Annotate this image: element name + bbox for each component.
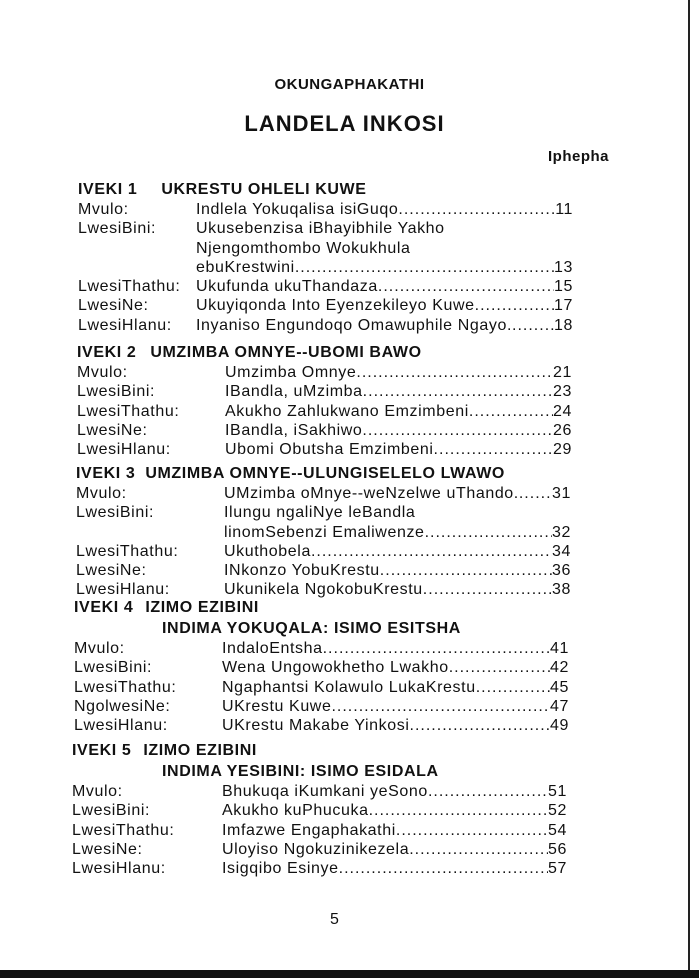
week-label: IVEKI 2 — [77, 344, 137, 361]
toc-entry — [74, 639, 569, 658]
day-label: LwesiBini: — [77, 383, 156, 401]
entry-body — [225, 402, 553, 421]
week-theme: UMZIMBA OMNYE--UBOMI BAWO — [150, 344, 422, 361]
entry-body — [196, 316, 554, 335]
entry-page: 17 — [554, 297, 573, 315]
day-label — [78, 239, 196, 258]
toc-entry — [74, 658, 569, 677]
entry-body — [196, 258, 554, 277]
toc-entry — [77, 363, 572, 382]
day-label: LwesiBini: — [78, 220, 157, 238]
entry-title: Ukuyiqonda Into Eyenzekileyo Kuwe — [196, 297, 475, 315]
toc-entry — [72, 859, 567, 878]
toc-entry — [72, 821, 567, 840]
dot-leader — [396, 821, 548, 840]
entry-body — [222, 639, 550, 658]
day-label — [76, 523, 224, 542]
scan-edge-bottom — [0, 970, 699, 978]
week-label: IVEKI 3 — [76, 465, 136, 482]
day-label: Mvulo: — [78, 201, 129, 218]
day-label: LwesiNe: — [72, 840, 143, 858]
entry-body — [196, 219, 573, 238]
day-label: Mvulo: — [72, 783, 123, 800]
entry-page: 38 — [552, 581, 571, 599]
week-label: IVEKI 4 — [74, 599, 134, 616]
dot-leader — [469, 402, 553, 421]
entry-title: Ukuthobela — [224, 542, 311, 560]
entry-page: 47 — [550, 697, 569, 715]
entry-title: Ukufunda ukuThandaza — [196, 278, 378, 296]
page-title: LANDELA INKOSI — [244, 111, 445, 136]
week-subtheme: INDIMA YOKUQALA: ISIMO ESITSHA — [162, 620, 461, 637]
entry-page: 42 — [550, 659, 569, 677]
entry-page: 34 — [552, 542, 571, 560]
toc-entry — [77, 382, 572, 401]
entry-title: Akukho Zahlukwano Emzimbeni — [225, 402, 469, 420]
entry-body — [196, 239, 573, 258]
entry-body — [224, 542, 552, 561]
entry-body — [196, 277, 554, 296]
entry-page: 13 — [554, 258, 573, 276]
entry-title: Ukunikela NgokobuKrestu — [224, 581, 423, 599]
toc-entry — [76, 561, 571, 580]
section-kicker: OKUNGAPHAKATHI — [274, 76, 425, 93]
entry-page: 57 — [548, 860, 567, 878]
dot-leader — [363, 382, 553, 401]
entry-body — [222, 859, 548, 878]
week-section — [74, 598, 569, 735]
dot-leader — [434, 440, 553, 459]
entry-title: Njengomthombo Wokukhula — [196, 239, 411, 257]
entry-page: 51 — [548, 783, 567, 800]
entry-page: 29 — [553, 441, 572, 459]
entry-body — [196, 296, 554, 315]
week-heading — [74, 598, 569, 618]
entry-body — [222, 782, 548, 801]
toc-entry — [77, 421, 572, 440]
toc-entry — [74, 716, 569, 735]
dot-leader — [331, 697, 550, 716]
entry-title: Inyaniso Engundoqo Omawuphile Ngayo. — [196, 316, 513, 334]
entry-page: 45 — [550, 678, 569, 696]
toc-entry — [78, 258, 573, 277]
week-heading — [78, 180, 573, 200]
entry-page: 24 — [553, 402, 572, 420]
entry-title: Akukho kuPhucuka — [222, 802, 369, 820]
entry-title: IndaloEntsha — [222, 640, 323, 657]
week-label: IVEKI 5 — [72, 742, 132, 759]
entry-title: Ngaphantsi Kolawulo LukaKrestu — [222, 678, 476, 696]
entry-title: ebuKrestwini — [196, 258, 295, 276]
toc-entry — [78, 296, 573, 315]
entry-page: 32 — [552, 523, 571, 541]
entry-body — [222, 716, 550, 735]
dot-leader — [295, 258, 554, 277]
day-label: LwesiBini: — [76, 504, 155, 522]
entry-title: IBandla, iSakhiwo — [225, 421, 363, 439]
toc-entry — [72, 782, 567, 801]
entry-body — [222, 821, 548, 840]
toc-entry — [72, 801, 567, 820]
entry-page: 54 — [548, 821, 567, 839]
day-label: LwesiThathu: — [74, 678, 177, 696]
dot-leader — [475, 296, 554, 315]
day-label: LwesiThathu: — [72, 821, 175, 839]
entry-title: UKrestu Kuwe — [222, 697, 332, 715]
toc-entry — [78, 219, 573, 238]
entry-title: INkonzo YobuKrestu — [224, 562, 380, 580]
week-theme: UKRESTU OHLELI KUWE — [161, 181, 367, 198]
week-theme: UMZIMBA OMNYE--ULUNGISELELO LWAWO — [145, 465, 505, 482]
week-section — [76, 464, 571, 600]
entry-title: Imfazwe Engaphakathi — [222, 821, 396, 839]
entry-body — [224, 484, 552, 503]
entry-title: Wena Ungowokhetho Lwakho — [222, 659, 449, 677]
entry-body — [222, 658, 550, 677]
day-label: LwesiBini: — [74, 659, 153, 677]
week-theme: IZIMO EZIBINI — [145, 599, 259, 616]
day-label: LwesiHlanu: — [74, 717, 168, 735]
toc-entry — [76, 580, 571, 599]
week-section — [78, 180, 573, 335]
entry-body — [222, 697, 550, 716]
day-label: LwesiThathu: — [78, 278, 181, 296]
entry-page: 26 — [553, 421, 572, 439]
entry-body — [225, 363, 553, 382]
toc-entry — [78, 316, 573, 335]
dot-leader — [378, 277, 554, 296]
entry-title: linomSebenzi Emaliwenze — [224, 523, 425, 541]
entry-page: 18 — [554, 316, 573, 334]
toc-entry — [78, 277, 573, 296]
dot-leader — [519, 484, 552, 503]
entry-title: Uloyiso Ngokuzinikezela — [222, 840, 410, 858]
entry-title: Ilungu ngaliNye leBandla — [224, 504, 416, 522]
toc-entry — [74, 697, 569, 716]
entry-title: Isigqibo Esinye — [222, 860, 339, 878]
week-label: IVEKI 1 — [78, 181, 138, 198]
entry-page: 49 — [550, 717, 569, 735]
dot-leader — [449, 658, 550, 677]
entry-title: Umzimba Omnye — [225, 364, 357, 381]
entry-body — [224, 561, 552, 580]
dot-leader — [425, 523, 552, 542]
toc-entry — [76, 503, 571, 522]
day-label: LwesiHlanu: — [78, 316, 172, 334]
entry-title: Bhukuqa iKumkani yeSono — [222, 783, 428, 800]
toc-entry — [72, 840, 567, 859]
dot-leader — [512, 316, 554, 335]
week-heading — [77, 343, 572, 363]
entry-title: Ubomi Obutsha Emzimbeni — [225, 441, 434, 459]
entry-body — [224, 523, 552, 542]
day-label: Mvulo: — [74, 640, 125, 657]
toc-entry — [78, 239, 573, 258]
entry-body — [225, 421, 553, 440]
week-heading — [72, 741, 567, 761]
day-label: LwesiThathu: — [77, 402, 180, 420]
dot-leader — [380, 561, 552, 580]
toc-entry — [76, 542, 571, 561]
day-label: LwesiHlanu: — [77, 441, 171, 459]
toc-entry — [76, 484, 571, 503]
day-label — [78, 258, 196, 277]
entry-body — [222, 840, 548, 859]
day-label: LwesiThathu: — [76, 542, 179, 560]
dot-leader — [311, 542, 552, 561]
entry-title: UMzimba oMnye--weNzelwe uThando. — [224, 485, 519, 502]
page-number: 5 — [330, 911, 339, 928]
week-section — [77, 343, 572, 459]
toc-entry — [78, 200, 573, 219]
entry-title: Ukusebenzisa iBhayibhile Yakho — [196, 220, 445, 238]
entry-body — [222, 801, 548, 820]
day-label: NgolwesiNe: — [74, 697, 171, 715]
day-label: Mvulo: — [77, 364, 128, 381]
entry-title: IBandla, uMzimba — [225, 383, 363, 401]
entry-body — [222, 678, 550, 697]
entry-page: 31 — [552, 485, 571, 502]
week-heading — [76, 464, 571, 484]
scan-edge-right — [688, 0, 699, 978]
dot-leader — [356, 363, 553, 382]
day-label: LwesiNe: — [78, 297, 149, 315]
entry-title: Indlela Yokuqalisa isiGuqo — [196, 201, 399, 218]
entry-body — [225, 382, 553, 401]
entry-page: 56 — [548, 840, 567, 858]
entry-body — [224, 503, 571, 522]
entry-page: 15 — [554, 278, 573, 296]
week-subtheme: INDIMA YESIBINI: ISIMO ESIDALA — [162, 763, 439, 780]
dot-leader — [369, 801, 548, 820]
entry-body — [225, 440, 553, 459]
week-theme: IZIMO EZIBINI — [143, 742, 257, 759]
dot-leader — [323, 639, 550, 658]
entry-body — [224, 580, 552, 599]
dot-leader — [362, 421, 553, 440]
dot-leader — [339, 859, 548, 878]
day-label: LwesiNe: — [76, 562, 147, 580]
dot-leader — [398, 200, 555, 219]
dot-leader — [476, 678, 550, 697]
entry-page: 52 — [548, 802, 567, 820]
day-label: Mvulo: — [76, 485, 127, 502]
day-label: LwesiHlanu: — [76, 581, 170, 599]
toc-entry — [77, 402, 572, 421]
page-column-header: Iphepha — [547, 148, 609, 165]
week-section — [72, 741, 567, 878]
entry-page: 36 — [552, 562, 571, 580]
entry-title: UKrestu Makabe Yinkosi — [222, 717, 410, 735]
dot-leader — [410, 716, 550, 735]
toc-entry — [76, 523, 571, 542]
dot-leader — [409, 840, 548, 859]
toc-entry — [77, 440, 572, 459]
entry-page: 41 — [550, 640, 569, 657]
entry-body — [196, 200, 555, 219]
dot-leader — [423, 580, 552, 599]
entry-page: 21 — [553, 364, 572, 381]
day-label: LwesiHlanu: — [72, 860, 166, 878]
day-label: LwesiBini: — [72, 802, 151, 820]
dot-leader — [428, 782, 548, 801]
toc-entry — [74, 678, 569, 697]
entry-page: 23 — [553, 383, 572, 401]
day-label: LwesiNe: — [77, 421, 148, 439]
entry-page: 11 — [555, 201, 573, 218]
